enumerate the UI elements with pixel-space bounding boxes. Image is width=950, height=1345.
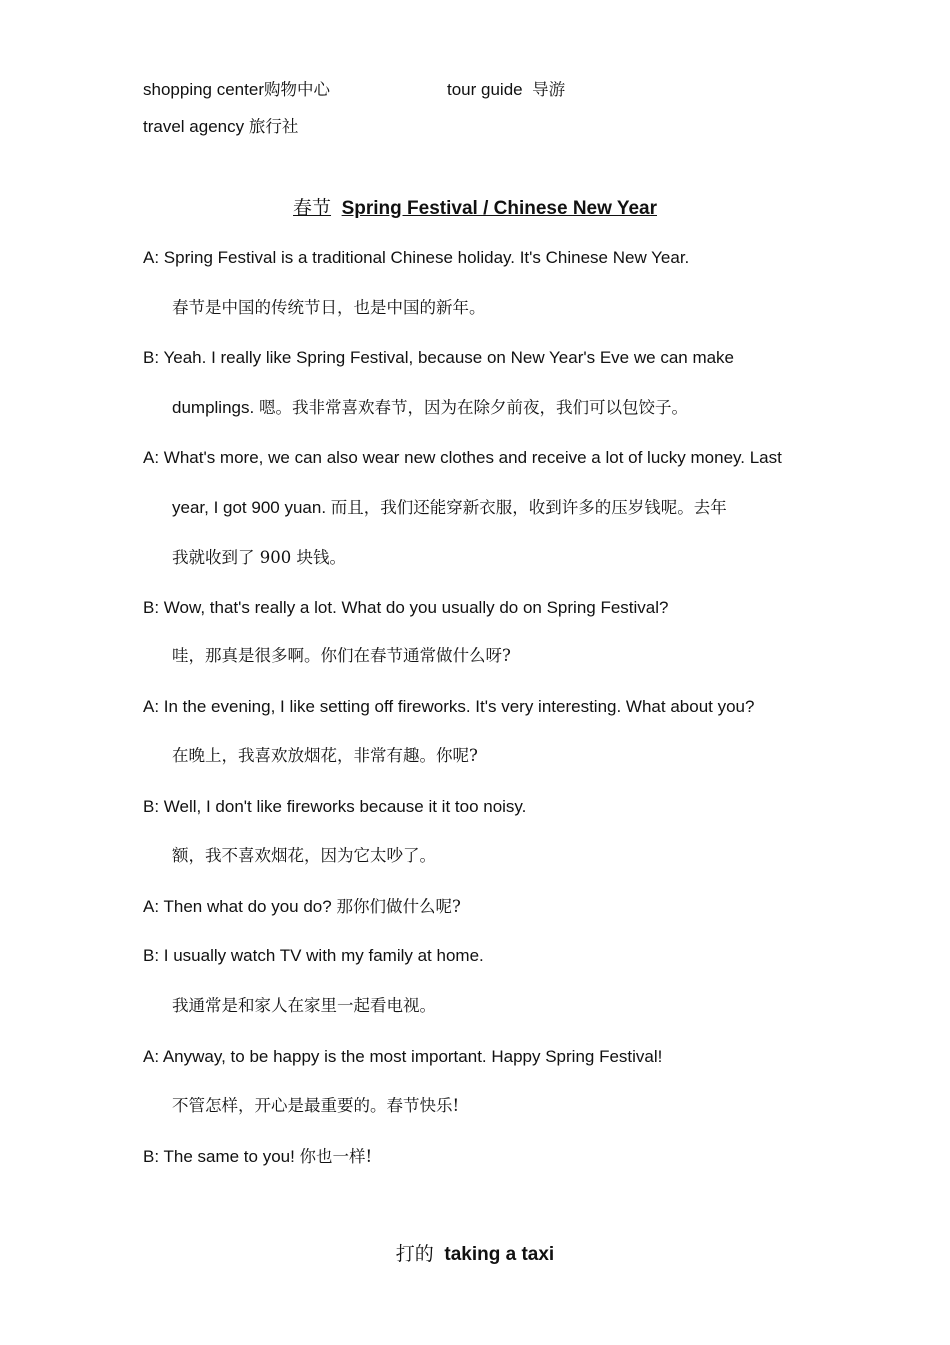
dialogue-line	[143, 896, 461, 918]
vocab-tour-guide	[447, 79, 565, 101]
line-zh: 我通常是和家人在家里一起看电视。	[172, 996, 436, 1015]
dialogue-line	[143, 347, 734, 369]
vocab-zh: 导游	[532, 80, 566, 99]
dialogue-line	[143, 247, 689, 269]
line-en: B: Wow, that's really a lot. What do you usually do on Spring Festival?	[143, 598, 669, 617]
line-zh: 哇，那真是很多啊。你们在春节通常做什么呀?	[172, 646, 511, 665]
line-zh: 而且，我们还能穿新衣服，收到许多的压岁钱呢。去年	[330, 498, 727, 517]
vocab-shopping-center	[143, 79, 330, 101]
line-zh: 你也一样!	[299, 1147, 373, 1166]
line-zh: 额，我不喜欢烟花，因为它太吵了。	[172, 846, 436, 865]
section-title-spring-festival	[0, 197, 950, 220]
dialogue-line	[143, 1046, 662, 1068]
vocab-zh: 购物中心	[263, 80, 330, 99]
dialogue-line	[143, 1146, 372, 1168]
title-en: Spring Festival / Chinese New Year	[341, 198, 657, 219]
line-en: A: What's more, we can also wear new clothes and receive a lot of lucky money. Last	[143, 448, 782, 467]
line-en: year, I got 900 yuan.	[172, 498, 331, 517]
vocab-en: travel agency	[143, 117, 245, 136]
vocab-en: tour guide	[447, 80, 523, 99]
dialogue-line	[143, 447, 782, 469]
vocab-en: shopping center	[143, 80, 264, 99]
dialogue-line	[143, 945, 484, 967]
line-zh: 嗯。我非常喜欢春节，因为在除夕前夜，我们可以包饺子。	[258, 398, 688, 417]
dialogue-line	[143, 696, 754, 718]
line-zh: 我就收到了 900 块钱。	[172, 548, 346, 567]
line-zh: 春节是中国的传统节日，也是中国的新年。	[172, 298, 486, 317]
dialogue-translation	[172, 645, 511, 667]
dialogue-translation	[172, 845, 436, 867]
dialogue-translation	[172, 995, 436, 1017]
line-en: dumplings.	[172, 398, 259, 417]
line-zh: 不管怎样，开心是最重要的。春节快乐!	[172, 1096, 460, 1115]
line-en: A: Spring Festival is a traditional Chinese holiday. It's Chinese New Year.	[143, 248, 690, 267]
dialogue-translation	[172, 297, 486, 319]
line-en: B: I usually watch TV with my family at home.	[143, 946, 484, 965]
title-zh: 春节	[293, 197, 332, 219]
dialogue-line	[172, 497, 727, 519]
dialogue-line	[143, 796, 526, 818]
vocab-travel-agency	[143, 116, 298, 138]
line-en: A: Then what do you do?	[143, 897, 337, 916]
line-zh: 在晚上，我喜欢放烟花，非常有趣。你呢?	[172, 746, 478, 765]
title-en: taking a taxi	[444, 1244, 555, 1265]
line-en: B: The same to you!	[143, 1147, 300, 1166]
vocab-zh: 旅行社	[248, 117, 299, 136]
dialogue-translation	[172, 547, 346, 569]
line-en: B: Well, I don't like fireworks because it it too noisy.	[143, 797, 527, 816]
line-zh: 那你们做什么呢?	[336, 897, 461, 916]
dialogue-translation	[172, 1095, 459, 1117]
dialogue-line	[143, 597, 668, 619]
section-title-taking-a-taxi	[0, 1243, 950, 1266]
dialogue-line	[172, 397, 688, 419]
line-en: B: Yeah. I really like Spring Festival, because on New Year's Eve we can make	[143, 348, 735, 367]
dialogue-translation	[172, 745, 478, 767]
title-zh: 打的	[395, 1243, 434, 1265]
line-en: A: Anyway, to be happy is the most important. Happy Spring Festival!	[143, 1047, 663, 1066]
line-en: A: In the evening, I like setting off fireworks. It's very interesting. What about you?	[143, 697, 755, 716]
